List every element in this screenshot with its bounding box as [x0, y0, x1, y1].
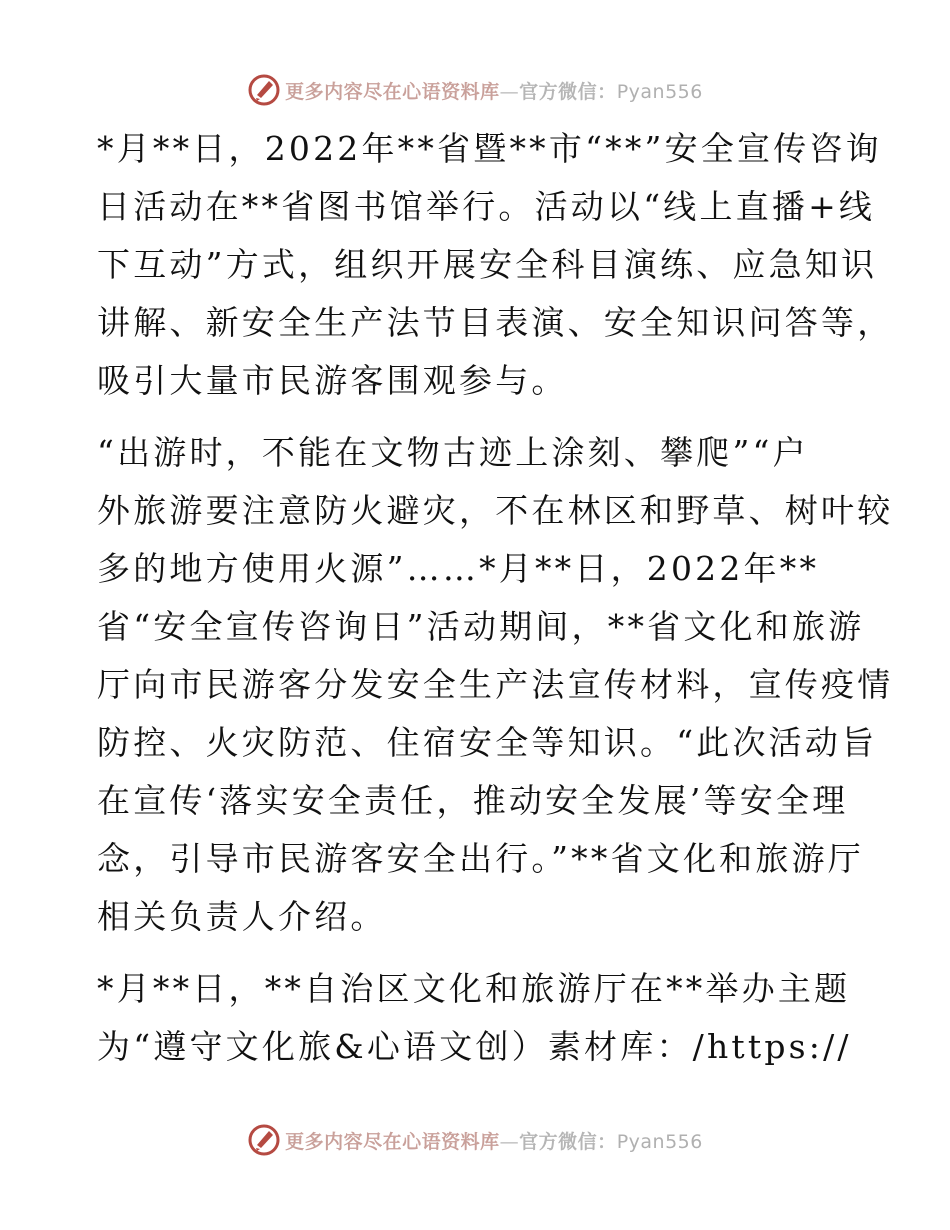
header-wechat-label: 官方微信：	[519, 80, 617, 103]
text-line: “出游时，不能在文物古迹上涂刻、攀爬”“户	[97, 433, 809, 472]
text-line: 厅向市民游客分发安全生产法宣传材料，宣传疫情	[97, 665, 894, 704]
footer-separator: —	[499, 1130, 520, 1153]
text-line: 外旅游要注意防火避灾，不在林区和野草、树叶较	[97, 491, 894, 530]
text-line: 在宣传‘落实安全责任，推动安全发展’等安全理	[97, 781, 849, 820]
text-line: 为“遵守文化旅&心语文创）素材库：/https://	[97, 1027, 852, 1066]
text-line: 相关负责人介绍。	[97, 897, 387, 936]
footer-banner-text	[285, 1127, 703, 1154]
paragraph-1	[97, 120, 894, 410]
text-line: 讲解、新安全生产法节目表演、安全知识问答等，	[97, 303, 894, 342]
paragraph-3	[97, 960, 857, 1076]
header-site-name: 更多内容尽在心语资料库	[285, 80, 500, 103]
brand-logo-icon	[247, 1123, 281, 1157]
text-line: *月**日，2022年**省暨**市“**”安全宣传咨询	[97, 129, 882, 168]
brand-logo-icon	[247, 73, 281, 107]
text-line: 防控、火灾防范、住宿安全等知识。“此次活动旨	[97, 723, 878, 762]
footer-watermark-banner	[0, 1118, 950, 1162]
text-line: 下互动”方式，组织开展安全科目演练、应急知识	[97, 245, 878, 284]
text-line: 多的地方使用火源”……*月**日，2022年**	[97, 549, 820, 588]
header-wechat-id: Pyan556	[616, 80, 703, 103]
footer-wechat-label: 官方微信：	[519, 1130, 617, 1153]
header-banner-text	[285, 77, 703, 104]
text-line: 省“安全宣传咨询日”活动期间，**省文化和旅游	[97, 607, 865, 646]
header-separator: —	[499, 80, 520, 103]
footer-wechat-id: Pyan556	[616, 1130, 703, 1153]
document-body	[97, 120, 894, 1090]
text-line: 念，引导市民游客安全出行。”**省文化和旅游厅	[97, 839, 864, 878]
text-line: *月**日，**自治区文化和旅游厅在**举办主题	[97, 969, 851, 1008]
header-watermark-banner	[0, 68, 950, 112]
text-line: 吸引大量市民游客围观参与。	[97, 361, 568, 400]
paragraph-2	[97, 424, 894, 946]
text-line: 日活动在**省图书馆举行。活动以“线上直播+线	[97, 187, 876, 226]
footer-site-name: 更多内容尽在心语资料库	[285, 1130, 500, 1153]
